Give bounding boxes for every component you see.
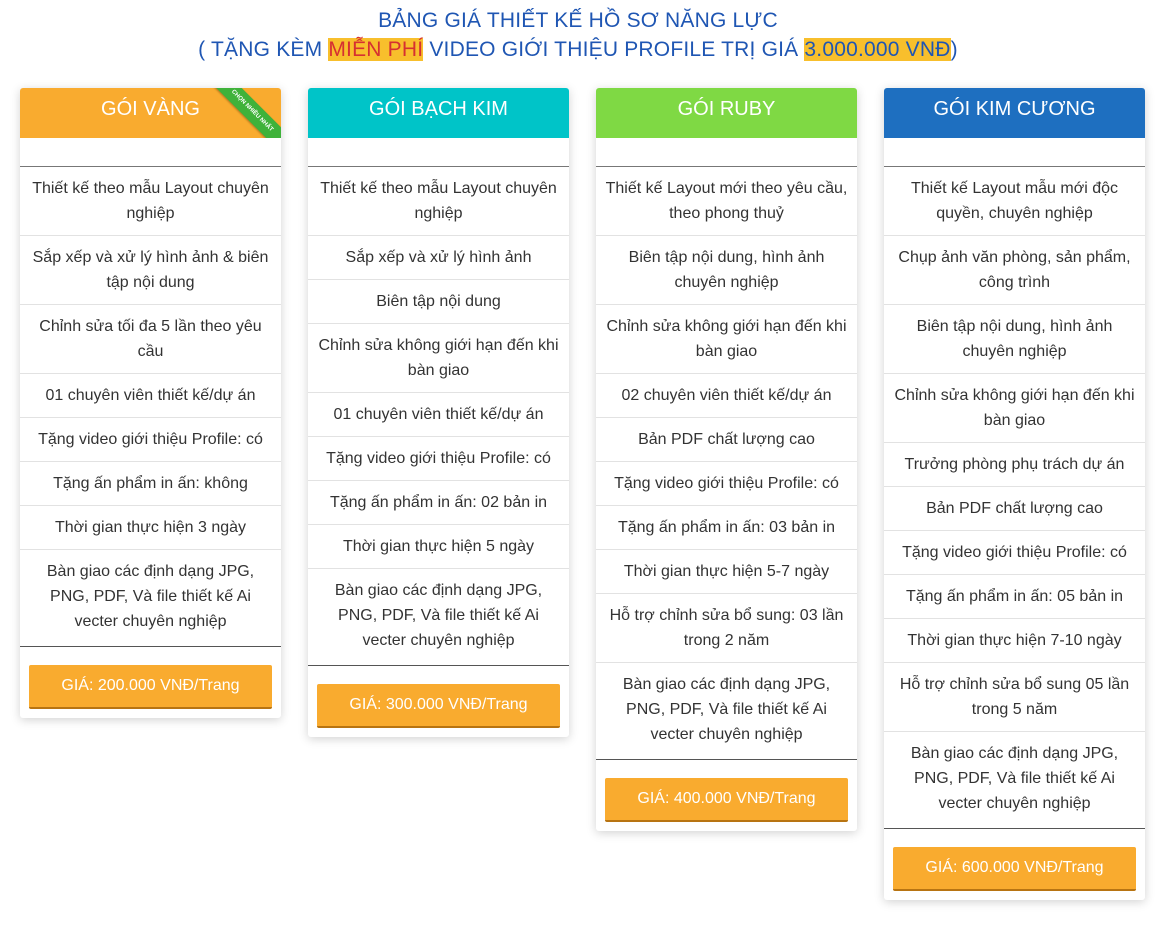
plan-card-vang (20, 88, 281, 718)
feature-item: Chỉnh sửa tối đa 5 lần theo yêu cầu (20, 305, 281, 374)
feature-item: Tặng video giới thiệu Profile: có (884, 531, 1145, 575)
feature-item: Thời gian thực hiện 7-10 ngày (884, 619, 1145, 663)
feature-item: 02 chuyên viên thiết kế/dự án (596, 374, 857, 418)
card-divider (596, 138, 857, 167)
plan-name: GÓI BẠCH KIM (369, 98, 508, 120)
subtitle-prefix: ( TẶNG KÈM (198, 38, 329, 61)
plan-header (20, 88, 281, 138)
feature-item: Chụp ảnh văn phòng, sản phẩm, công trình (884, 236, 1145, 305)
best-choice-ribbon: CHỌN NHIỀU NHẤT (207, 88, 281, 138)
feature-item: Sắp xếp và xử lý hình ảnh & biên tập nội dung (20, 236, 281, 305)
feature-item: 01 chuyên viên thiết kế/dự án (20, 374, 281, 418)
feature-item: Trưởng phòng phụ trách dự án (884, 443, 1145, 487)
feature-item: Tặng ấn phẩm in ấn: 05 bản in (884, 575, 1145, 619)
feature-item: Biên tập nội dung (308, 280, 569, 324)
feature-item: Tặng ấn phẩm in ấn: 03 bản in (596, 506, 857, 550)
feature-item: Thời gian thực hiện 5-7 ngày (596, 550, 857, 594)
page-subtitle (0, 36, 1156, 64)
feature-item: Chỉnh sửa không giới hạn đến khi bàn giao (884, 374, 1145, 443)
plan-name: GÓI RUBY (677, 98, 776, 120)
feature-item: Thiết kế theo mẫu Layout chuyên nghiệp (20, 167, 281, 236)
feature-item: Bàn giao các định dạng JPG, PNG, PDF, Và file thiết kế Ai vecter chuyên nghiệp (46, 563, 255, 630)
subtitle-free-highlight: MIỄN PHÍ (328, 38, 424, 61)
price-button-vang[interactable]: GIÁ: 200.000 VNĐ/Trang (29, 665, 272, 709)
feature-item: Thời gian thực hiện 5 ngày (308, 525, 569, 569)
subtitle-value-highlight: 3.000.000 VNĐ (804, 38, 951, 61)
feature-list (596, 167, 857, 759)
price-button-bach-kim[interactable]: GIÁ: 300.000 VNĐ/Trang (317, 684, 560, 728)
plan-name: GÓI KIM CƯƠNG (933, 98, 1096, 120)
feature-item: Bàn giao các định dạng JPG, PNG, PDF, Và file thiết kế Ai vecter chuyên nghiệp (622, 676, 831, 743)
price-button-ruby[interactable]: GIÁ: 400.000 VNĐ/Trang (605, 778, 848, 822)
plan-header (308, 88, 569, 138)
feature-item: Thiết kế theo mẫu Layout chuyên nghiệp (308, 167, 569, 236)
plan-name: GÓI VÀNG (101, 98, 200, 120)
feature-item: Bản PDF chất lượng cao (596, 418, 857, 462)
subtitle-middle: VIDEO GIỚI THIỆU PROFILE TRỊ GIÁ (423, 38, 805, 61)
feature-item: Chỉnh sửa không giới hạn đến khi bàn giao (596, 305, 857, 374)
plan-header (596, 88, 857, 138)
feature-item: Thời gian thực hiện 3 ngày (20, 506, 281, 550)
feature-item: Bàn giao các định dạng JPG, PNG, PDF, Và file thiết kế Ai vecter chuyên nghiệp (334, 582, 543, 649)
feature-item: Tặng video giới thiệu Profile: có (308, 437, 569, 481)
card-footer (596, 759, 857, 831)
feature-item: Tặng video giới thiệu Profile: có (596, 462, 857, 506)
price-button-kim-cuong[interactable]: GIÁ: 600.000 VNĐ/Trang (893, 847, 1136, 891)
feature-item: Biên tập nội dung, hình ảnh chuyên nghiệp (596, 236, 857, 305)
subtitle-suffix: ) (950, 38, 958, 61)
page-title: BẢNG GIÁ THIẾT KẾ HỒ SƠ NĂNG LỰC (378, 9, 778, 32)
card-footer (884, 828, 1145, 900)
feature-item: Biên tập nội dung, hình ảnh chuyên nghiệp (884, 305, 1145, 374)
card-divider (884, 138, 1145, 167)
feature-item: Tặng video giới thiệu Profile: có (20, 418, 281, 462)
plan-header (884, 88, 1145, 138)
plan-card-bach-kim (308, 88, 569, 737)
feature-item: 01 chuyên viên thiết kế/dự án (308, 393, 569, 437)
feature-list (884, 167, 1145, 828)
feature-item: Hỗ trợ chỉnh sửa bổ sung: 03 lần trong 2 năm (596, 594, 857, 663)
feature-item: Sắp xếp và xử lý hình ảnh (308, 236, 569, 280)
feature-item: Thiết kế Layout mẫu mới độc quyền, chuyên nghiệp (884, 167, 1145, 236)
feature-item: Tặng ấn phẩm in ấn: không (20, 462, 281, 506)
card-divider (308, 138, 569, 167)
feature-list (20, 167, 281, 646)
feature-item: Hỗ trợ chỉnh sửa bổ sung 05 lần trong 5 năm (884, 663, 1145, 732)
plan-card-kim-cuong (884, 88, 1145, 900)
feature-item: Tặng ấn phẩm in ấn: 02 bản in (308, 481, 569, 525)
feature-item: Bản PDF chất lượng cao (884, 487, 1145, 531)
page-header (0, 6, 1156, 64)
feature-list (308, 167, 569, 665)
feature-item: Thiết kế Layout mới theo yêu cầu, theo phong thuỷ (596, 167, 857, 236)
plan-card-ruby (596, 88, 857, 831)
card-footer (308, 665, 569, 737)
card-divider (20, 138, 281, 167)
feature-item: Bàn giao các định dạng JPG, PNG, PDF, Và file thiết kế Ai vecter chuyên nghiệp (910, 745, 1119, 812)
card-footer (20, 646, 281, 718)
feature-item: Chỉnh sửa không giới hạn đến khi bàn giao (308, 324, 569, 393)
